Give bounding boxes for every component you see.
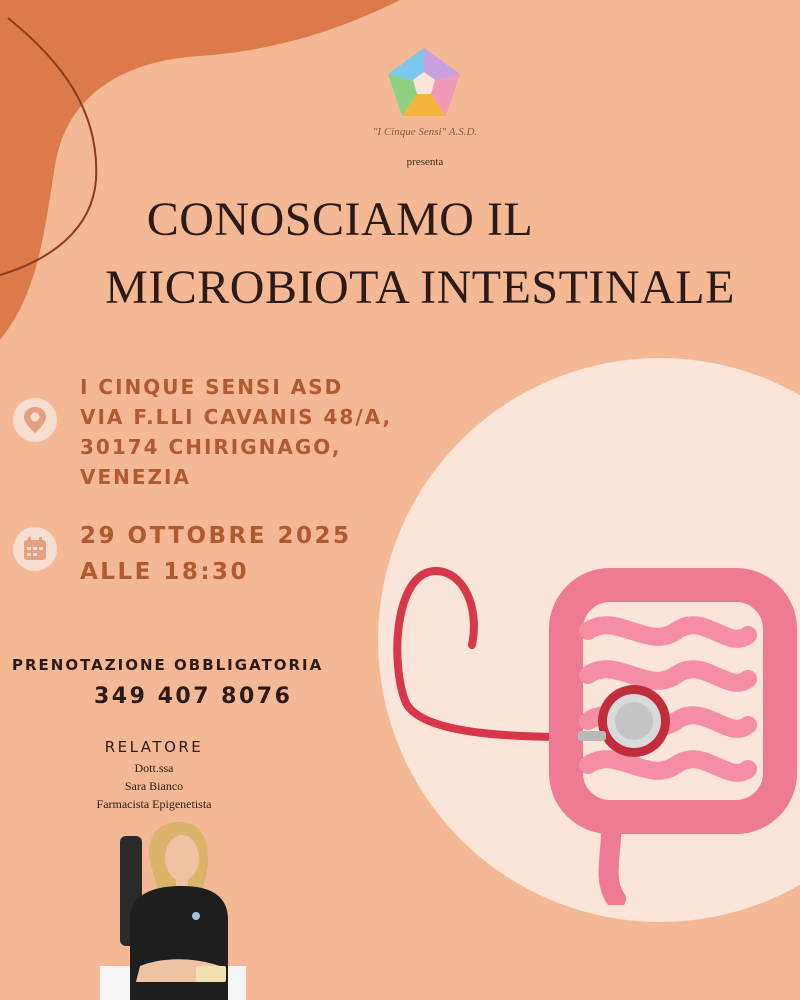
venue-line: I CINQUE SENSI ASD xyxy=(80,375,344,399)
event-date: 29 OTTOBRE 2025 xyxy=(80,523,352,549)
event-time: ALLE 18:30 xyxy=(80,559,250,585)
venue-line: 30174 CHIRIGNAGO, xyxy=(80,435,342,459)
calendar-icon xyxy=(13,527,57,571)
speaker-heading: RELATORE xyxy=(104,738,204,756)
speaker-name: Sara Bianco xyxy=(124,779,184,793)
title-line-1: CONOSCIAMO IL xyxy=(146,193,534,246)
speaker-photo xyxy=(100,816,246,1000)
event-datetime xyxy=(80,518,352,590)
venue-address xyxy=(80,372,392,492)
speaker-role: Farmacista Epigenetista xyxy=(96,797,212,811)
booking-label: PRENOTAZIONE OBBLIGATORIA xyxy=(12,656,324,674)
organization-name: "I Cinque Sensi" A.S.D. xyxy=(372,126,478,138)
venue-line: VENEZIA xyxy=(80,465,191,489)
speaker-title: Dott.ssa xyxy=(134,761,174,775)
intestine-stethoscope-illustration xyxy=(376,385,800,905)
booking-phone: 349 407 8076 xyxy=(94,684,293,709)
title-line-2: MICROBIOTA INTESTINALE xyxy=(105,261,735,314)
location-pin-icon xyxy=(13,398,57,442)
presents-label: presenta xyxy=(406,156,444,168)
venue-line: VIA F.LLI CAVANIS 48/A, xyxy=(80,405,393,429)
pentagon-logo-icon xyxy=(384,44,464,120)
